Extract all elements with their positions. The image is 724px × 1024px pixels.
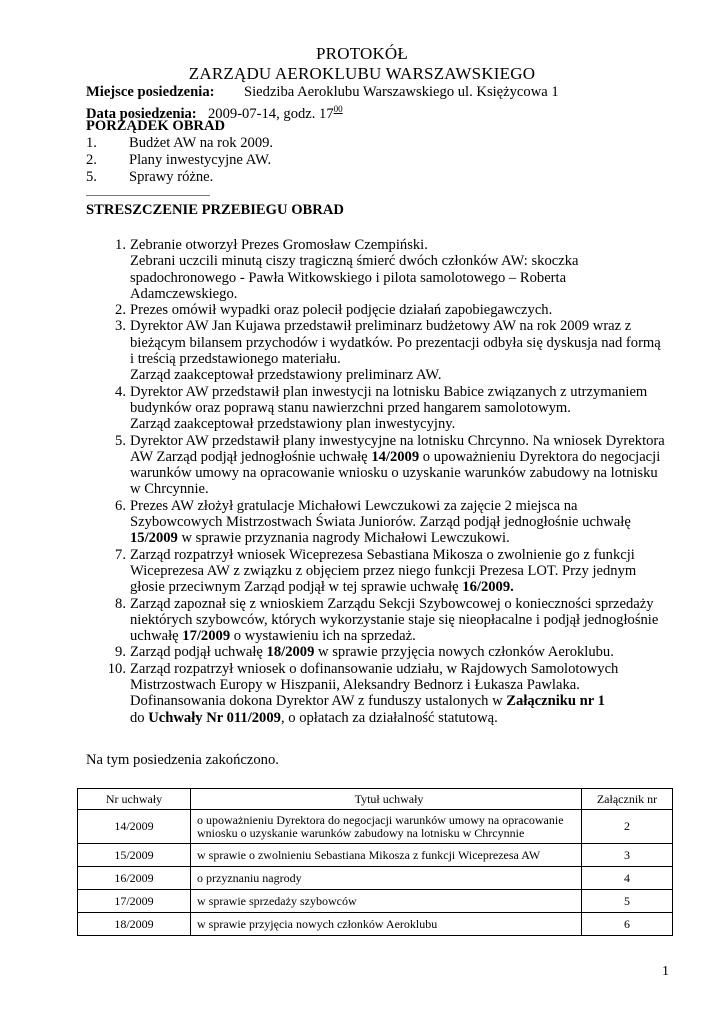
closing-statement: Na tym posiedzenia zakończono.: [86, 752, 279, 768]
meeting-time-minutes: 00: [333, 104, 343, 114]
resolution-ref: 15/2009: [130, 530, 178, 547]
column-header: Tytuł uchwały: [191, 789, 582, 810]
meeting-place-row: [86, 84, 686, 101]
summary-item: 5. Dyrektor AW przedstawił plany inwestycyjne na lotnisku Chrcynno. Na wniosek Dyrektora AW Zarząd podjął jednogłośnie uchwałę 14/2009 o upoważnieniu Dyrektora do negocjacji warunków umowy na opracowanie wniosku o uzyskanie warunków zabudowy na lotnisku w Chrcynnie.: [115, 432, 665, 498]
table-row: 15/2009 w sprawie o zwolnieniu Sebastiana Mikosza z funkcji Wiceprezesa AW 3: [78, 844, 673, 867]
meeting-date-label: Data posiedzenia:: [86, 105, 197, 122]
resolution-ref: 18/2009: [266, 644, 315, 661]
summary-item: 2. Prezes omówił wypadki oraz polecił podjęcie działań zapobiegawczych.: [115, 302, 553, 319]
section-divider: [86, 195, 210, 196]
resolution-ref: 16/2009.: [462, 579, 514, 596]
table-header-row: [78, 789, 673, 810]
summary-item: 8. Zarząd zapoznał się z wnioskiem Zarządu Sekcji Szybowcowej o konieczności sprzedaży niektórych szybowców, których wykorzystanie staje się nieopłacalne i podjął jednogłośnie uchwałę 17/2009 o wystawieniu ich na sprzedaż.: [115, 595, 659, 645]
table-row: 18/2009 w sprawie przyjęcia nowych członków Aeroklubu 6: [78, 913, 673, 936]
agenda-list: [86, 135, 686, 186]
summary-note: Zarząd zaakceptował przedstawiony preliminarz AW.: [130, 367, 442, 384]
meeting-date-value: 2009-07-14, godz. 17: [208, 105, 334, 122]
meeting-place-value: Siedziba Aeroklubu Warszawskiego ul. Księżycowa 1: [244, 84, 559, 100]
page-number: 1: [662, 964, 669, 979]
resolution-ref: 14/2009: [371, 448, 420, 465]
agenda-heading: PORZĄDEK OBRAD: [86, 118, 226, 134]
resolutions-table: [77, 788, 673, 936]
summary-item: 9. Zarząd podjął uchwałę 18/2009 w sprawie przyjęcia nowych członków Aeroklubu.: [115, 644, 614, 661]
table-row: 16/2009 o przyznaniu nagrody 4: [78, 867, 673, 890]
summary-item: 7. Zarząd rozpatrzył wniosek Wiceprezesa Sebastiana Mikosza o zwolnienie go z funkcji Wiceprezesa AW z związku z objęciem przez niego funkcji Prezesa LOT. Przy jednym głosie przeciwnym Zarząd podjął w tej sprawie uchwałę 16/2009.: [115, 546, 637, 596]
summary-item: 10. Zarząd rozpatrzył wniosek o dofinansowanie udziału, w Rajdowych Samolotowych Mistrzostwach Europy w Hiszpanii, Aleksandry Bednorz i Łukasza Pawlaka. Dofinansowania dokona Dyrektor AW z funduszy ustalonych w Załączniku nr 1 do Uchwały Nr 011/2009, o opłatach za działalność statutową.: [107, 660, 619, 726]
resolution-ref: Uchwały Nr 011/2009: [148, 709, 281, 726]
document-title-block: [0, 44, 724, 84]
agenda-item: 5. Sprawy różne.: [86, 169, 214, 185]
table-row: 17/2009 w sprawie sprzedaży szybowców 5: [78, 890, 673, 913]
summary-list: [104, 237, 674, 726]
summary-note: Zarząd zaakceptował przedstawiony plan inwestycyjny.: [130, 416, 456, 433]
document-subtitle: ZARZĄDU AEROKLUBU WARSZAWSKIEGO: [188, 64, 536, 83]
document-title: PROTOKÓŁ: [316, 44, 408, 63]
summary-item: 3. Dyrektor AW Jan Kujawa przedstawił preliminarz budżetowy AW na rok 2009 wraz z bieżącym bilansem przychodów i wydatków. Po prezentacji odbyła się dyskusja nad formą i treścią przedstawionego materiału.: [115, 318, 661, 368]
summary-item: 1. Zebranie otworzył Prezes Gromosław Czempiński. Zebrani uczcili minutą ciszy tragiczną śmierć dwóch członków AW: skoczka spadochronowego - Pawła Witkowskiego i pilota samolotowego – Roberta Adamczewskiego.: [115, 237, 579, 302]
meeting-meta: [86, 84, 686, 196]
column-header: Nr uchwały: [78, 789, 191, 810]
meeting-place-label: Miejsce posiedzenia:: [86, 84, 215, 100]
summary-item: 4. Dyrektor AW przedstawił plan inwestycji na lotnisku Babice związanych z utrzymaniem budynków oraz poprawą stanu nawierzchni przed hangarem samolotowym.: [115, 383, 648, 416]
agenda-item: 1. Budżet AW na rok 2009.: [86, 135, 274, 151]
table-row: 14/2009 o upoważnieniu Dyrektora do negocjacji warunków umowy na opracowanie wniosku o uzyskanie warunków zabudowy na lotnisku w Chrcynnie 2: [78, 810, 673, 844]
resolution-ref: 17/2009: [182, 628, 231, 645]
meeting-date-row: [86, 101, 686, 122]
summary-heading: STRESZCZENIE PRZEBIEGU OBRAD: [86, 202, 344, 218]
attachment-ref: Załączniku nr 1: [506, 693, 605, 710]
agenda-item: 2. Plany inwestycyjne AW.: [86, 152, 272, 168]
summary-item: 6. Prezes AW złożył gratulacje Michałowi Lewczukowi za zajęcie 2 miejsca na Szybowcowych Mistrzostwach Świata Juniorów. Zarząd podjął jednogłośnie uchwałę 15/2009 w sprawie przyznania nagrody Michałowi Lewczukowi.: [115, 497, 631, 547]
column-header: Załącznik nr: [582, 789, 673, 810]
